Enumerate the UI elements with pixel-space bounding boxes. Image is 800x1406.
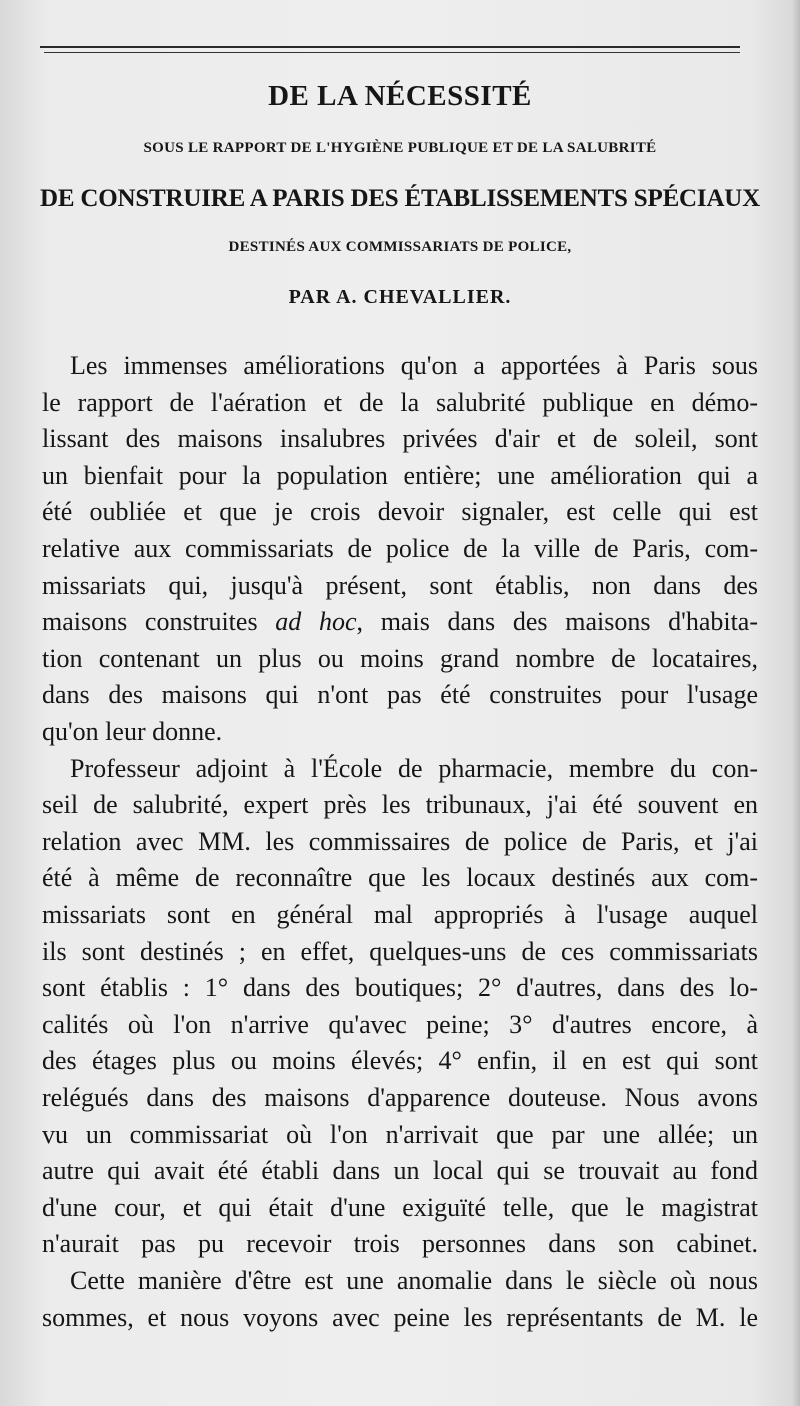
body-text-line: n'aurait pas pu recevoir trois personnes dans son cabinet. (42, 1229, 758, 1259)
body-text-line: missariats qui, jusqu'à présent, sont établis, non dans des (42, 570, 758, 600)
body-text-line: calités où l'on n'arrive qu'avec peine; 3° d'autres encore, à (42, 1009, 758, 1039)
body-text-line: relation avec MM. les commissaires de police de Paris, et j'ai (42, 826, 758, 856)
body-text-line: Professeur adjoint à l'École de pharmacie, membre du con- (70, 753, 758, 783)
article-subtitle-hygiene: SOUS LE RAPPORT DE L'HYGIÈNE PUBLIQUE ET DE LA SALUBRITÉ (143, 140, 657, 156)
body-text-line: maisons construites ad hoc, mais dans des maisons d'habita- (42, 607, 759, 637)
body-text-line: seil de salubrité, expert près les tribunaux, j'ai été souvent en (42, 790, 758, 820)
body-text-line: Les immenses améliorations qu'on a apportées à Paris sous (70, 351, 758, 380)
body-text-line: le rapport de l'aération et de la salubrité publique en démo- (42, 387, 758, 417)
body-text-line: un bienfait pour la population entière; une amélioration qui a (42, 460, 758, 490)
body-text-line: sont établis : 1° dans des boutiques; 2° d'autres, dans des lo- (42, 973, 758, 1003)
body-text-line: dans des maisons qui n'ont pas été construites pour l'usage (42, 680, 758, 710)
body-text-line: lissant des maisons insalubres privées d'air et de soleil, sont (42, 424, 758, 454)
body-text-line: relative aux commissariats de police de la ville de Paris, com- (42, 534, 758, 563)
body-text-line: autre qui avait été établi dans un local qui se trouvait au fond (42, 1156, 758, 1186)
body-text-line: d'une cour, et qui était d'une exiguïté telle, que le magistrat (42, 1192, 758, 1222)
body-text-line: vu un commissariat où l'on n'arrivait que par une allée; un (42, 1119, 758, 1149)
body-text-line: ils sont destinés ; en effet, quelques-uns de ces commissariats (42, 936, 758, 966)
page-edge-shadow (792, 0, 800, 1406)
body-text-line: des étages plus ou moins élevés; 4° enfin, il en est qui sont (42, 1046, 758, 1076)
article-main-title: DE CONSTRUIRE A PARIS DES ÉTABLISSEMENTS SPÉCIAUX (39, 185, 761, 212)
article-subtitle-commissariats: DESTINÉS AUX COMMISSARIATS DE POLICE, (228, 239, 572, 255)
article-author: PAR A. CHEVALLIER. (288, 286, 512, 308)
body-text-line: tion contenant un plus ou moins grand nombre de locataires, (42, 643, 758, 673)
body-text-line: relégués dans des maisons d'apparence douteuse. Nous avons (42, 1083, 758, 1112)
body-text-line: qu'on leur donne. (42, 717, 223, 746)
body-text-line: été à même de reconnaître que les locaux destinés aux com- (42, 863, 758, 893)
body-text-line: Cette manière d'être est une anomalie dans le siècle où nous (70, 1266, 758, 1295)
body-text-line: missariats sont en général mal appropriés à l'usage auquel (42, 900, 758, 929)
article-title: DE LA NÉCESSITÉ (268, 80, 532, 112)
body-text-line: sommes, et nous voyons avec peine les représentants de M. le (42, 1302, 758, 1332)
body-text-line: été oubliée et que je crois devoir signaler, est celle qui est (42, 497, 758, 527)
header-rule (40, 46, 740, 48)
header-rule-thin (44, 52, 740, 53)
